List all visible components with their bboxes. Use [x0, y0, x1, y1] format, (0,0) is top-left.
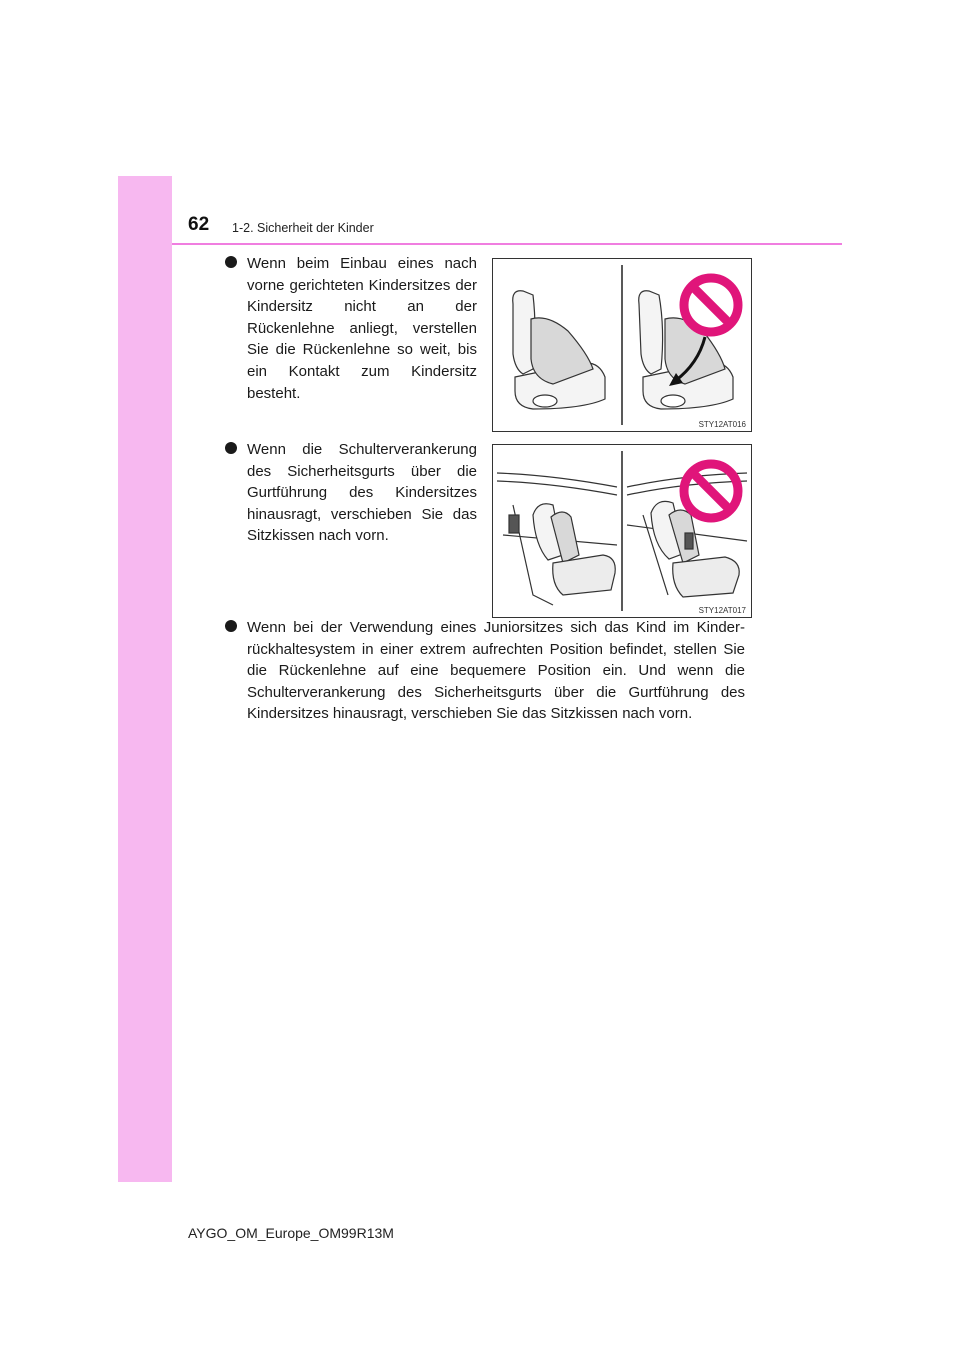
car-seat-illustration — [513, 291, 605, 409]
bullet-icon — [225, 620, 237, 632]
bullet-text: Wenn beim Einbau eines nach vorne gerichteten Kindersitzes der Kindersitz nicht an der Rückenlehne anliegt, verstellen Sie die Rückenlehne so weit, bis ein Kontakt zum Kindersitz besteht. — [247, 255, 477, 402]
bullet-text: Wenn die Schulterverankerung des Sicherheitsgurts über die Gurtführung des Kindersitzes hinausragt, verschieben Sie das Sitzkissen nach vorn. — [247, 441, 477, 545]
side-tab-bar — [118, 176, 172, 1182]
figure-code: STY12AT016 — [698, 420, 746, 429]
bullet-item — [247, 253, 477, 404]
bullet-icon — [225, 256, 237, 268]
figure-seat-backrest — [492, 258, 752, 432]
page-number: 62 — [188, 214, 210, 235]
footer-document-id: AYGO_OM_Europe_OM99R13M — [188, 1225, 394, 1241]
section-title: 1-2. Sicherheit der Kinder — [232, 221, 374, 235]
child-seat-illustration — [509, 504, 615, 595]
header-divider — [172, 243, 842, 245]
bullet-text: Wenn bei der Verwendung eines Juniorsitzes sich das Kind im Kinder-rückhaltesystem in einer extrem aufrechten Position befindet, stellen Sie die Rückenlehne auf eine bequemere Position ein. Und wenn die Schulterverankerung des Sicherheitsgurts über die Gurtführung des Kindersitzes hinausragt, verschieben Sie das Sitzkissen nach vorn. — [247, 619, 745, 723]
bullet-item — [247, 439, 477, 547]
bullet-icon — [225, 442, 237, 454]
prohibition-icon — [684, 464, 738, 518]
figure-seat-cushion — [492, 444, 752, 618]
figure-code: STY12AT017 — [698, 606, 746, 615]
bullet-item — [247, 617, 745, 725]
prohibition-icon — [684, 278, 738, 332]
